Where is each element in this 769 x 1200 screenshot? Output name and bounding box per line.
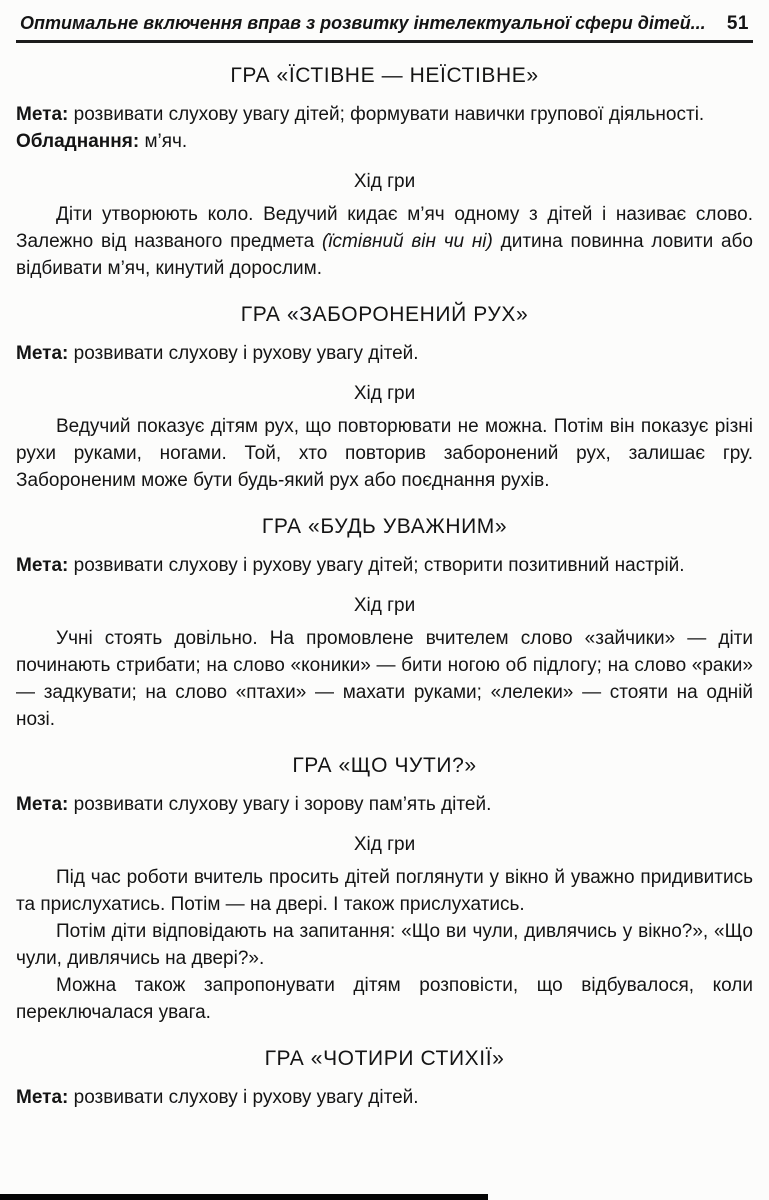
course-heading: Хід гри — [353, 834, 416, 855]
page-number: 51 — [726, 13, 749, 34]
game-section-istivne — [16, 62, 753, 282]
italic-phrase: (їстівний він чи ні) — [321, 231, 493, 252]
meta-label: Мета: — [16, 555, 69, 576]
game-paragraph: Під час роботи вчитель просить дітей поглянути у вікно й уважно придивитись та прислухатись. Потім — на двері. І також прислухатись. — [16, 867, 753, 915]
meta-text: розвивати слухову і рухову увагу дітей. — [73, 343, 419, 364]
game-title: ГРА «БУДЬ УВАЖНИМ» — [261, 515, 508, 538]
equipment-paragraph — [16, 128, 753, 155]
game-paragraph: Потім діти відповідають на запитання: «Що ви чули, дивлячись у вікно?», «Що чули, дивлячись на двері?». — [16, 921, 753, 969]
game-section-shcho-chuty — [16, 752, 753, 1026]
game-paragraph — [16, 201, 753, 282]
meta-paragraph — [16, 101, 753, 128]
meta-text: розвивати слухову і рухову увагу дітей; створити позитивний настрій. — [73, 555, 685, 576]
meta-label: Мета: — [16, 104, 69, 125]
meta-text: розвивати слухову увагу дітей; формувати навички групової діяльності. — [73, 104, 705, 125]
equipment-text: м’яч. — [144, 131, 188, 152]
course-heading: Хід гри — [353, 595, 416, 616]
meta-label: Мета: — [16, 794, 69, 815]
equipment-label: Обладнання: — [16, 131, 140, 152]
game-paragraph: Можна також запропонувати дітям розповісти, що відбувалося, коли переключалася увага. — [16, 975, 753, 1023]
meta-label: Мета: — [16, 1087, 69, 1108]
course-heading: Хід гри — [353, 171, 416, 192]
meta-label: Мета: — [16, 343, 69, 364]
meta-text: розвивати слухову і рухову увагу дітей. — [73, 1087, 419, 1108]
paragraph-text-pre: Діти утворюють коло. Ведучий кидає м’яч одному з дітей і називає слово. Залежно від названого предмета — [16, 204, 753, 252]
header-title: Оптимальне включення вправ з розвитку інтелектуальної сфери дітей... — [20, 13, 706, 33]
meta-text: розвивати слухову увагу і зорову пам’ять дітей. — [73, 794, 492, 815]
header-rule — [16, 40, 753, 43]
game-title: ГРА «ЇСТІВНЕ — НЕЇСТІВНЕ» — [230, 64, 539, 87]
meta-paragraph — [16, 552, 753, 579]
game-title: ГРА «ЧОТИРИ СТИХІЇ» — [264, 1047, 505, 1070]
paragraph-text-post: дитина повинна ловити або відбивати м’яч, кинутий дорослим. — [16, 231, 753, 279]
scan-artifact-bar — [0, 1194, 488, 1200]
game-title: ГРА «ЗАБОРОНЕНИЙ РУХ» — [240, 303, 529, 326]
game-title: ГРА «ЩО ЧУТИ?» — [292, 754, 477, 777]
game-section-chotyry-stykhii — [16, 1045, 753, 1111]
game-section-bud-uvazhnym — [16, 513, 753, 733]
running-header — [16, 6, 753, 40]
course-heading: Хід гри — [353, 383, 416, 404]
meta-paragraph — [16, 340, 753, 367]
game-paragraph: Ведучий показує дітям рух, що повторювати не можна. Потім він показує різні рухи руками, ногами. Той, хто повторив заборонений рух, залишає гру. Забороненим може бути будь-який рух або поєднання рухів. — [16, 416, 753, 491]
meta-paragraph — [16, 1084, 753, 1111]
game-paragraph: Учні стоять довільно. На промовлене вчителем слово «зайчики» — діти починають стрибати; на слово «коники» — бити ногою об підлогу; на слово «раки» — задкувати; на слово «птахи» — махати руками; «лелеки» — стояти на одній нозі. — [16, 628, 753, 730]
game-section-zaboronenyi-rukh — [16, 301, 753, 494]
meta-paragraph — [16, 791, 753, 818]
